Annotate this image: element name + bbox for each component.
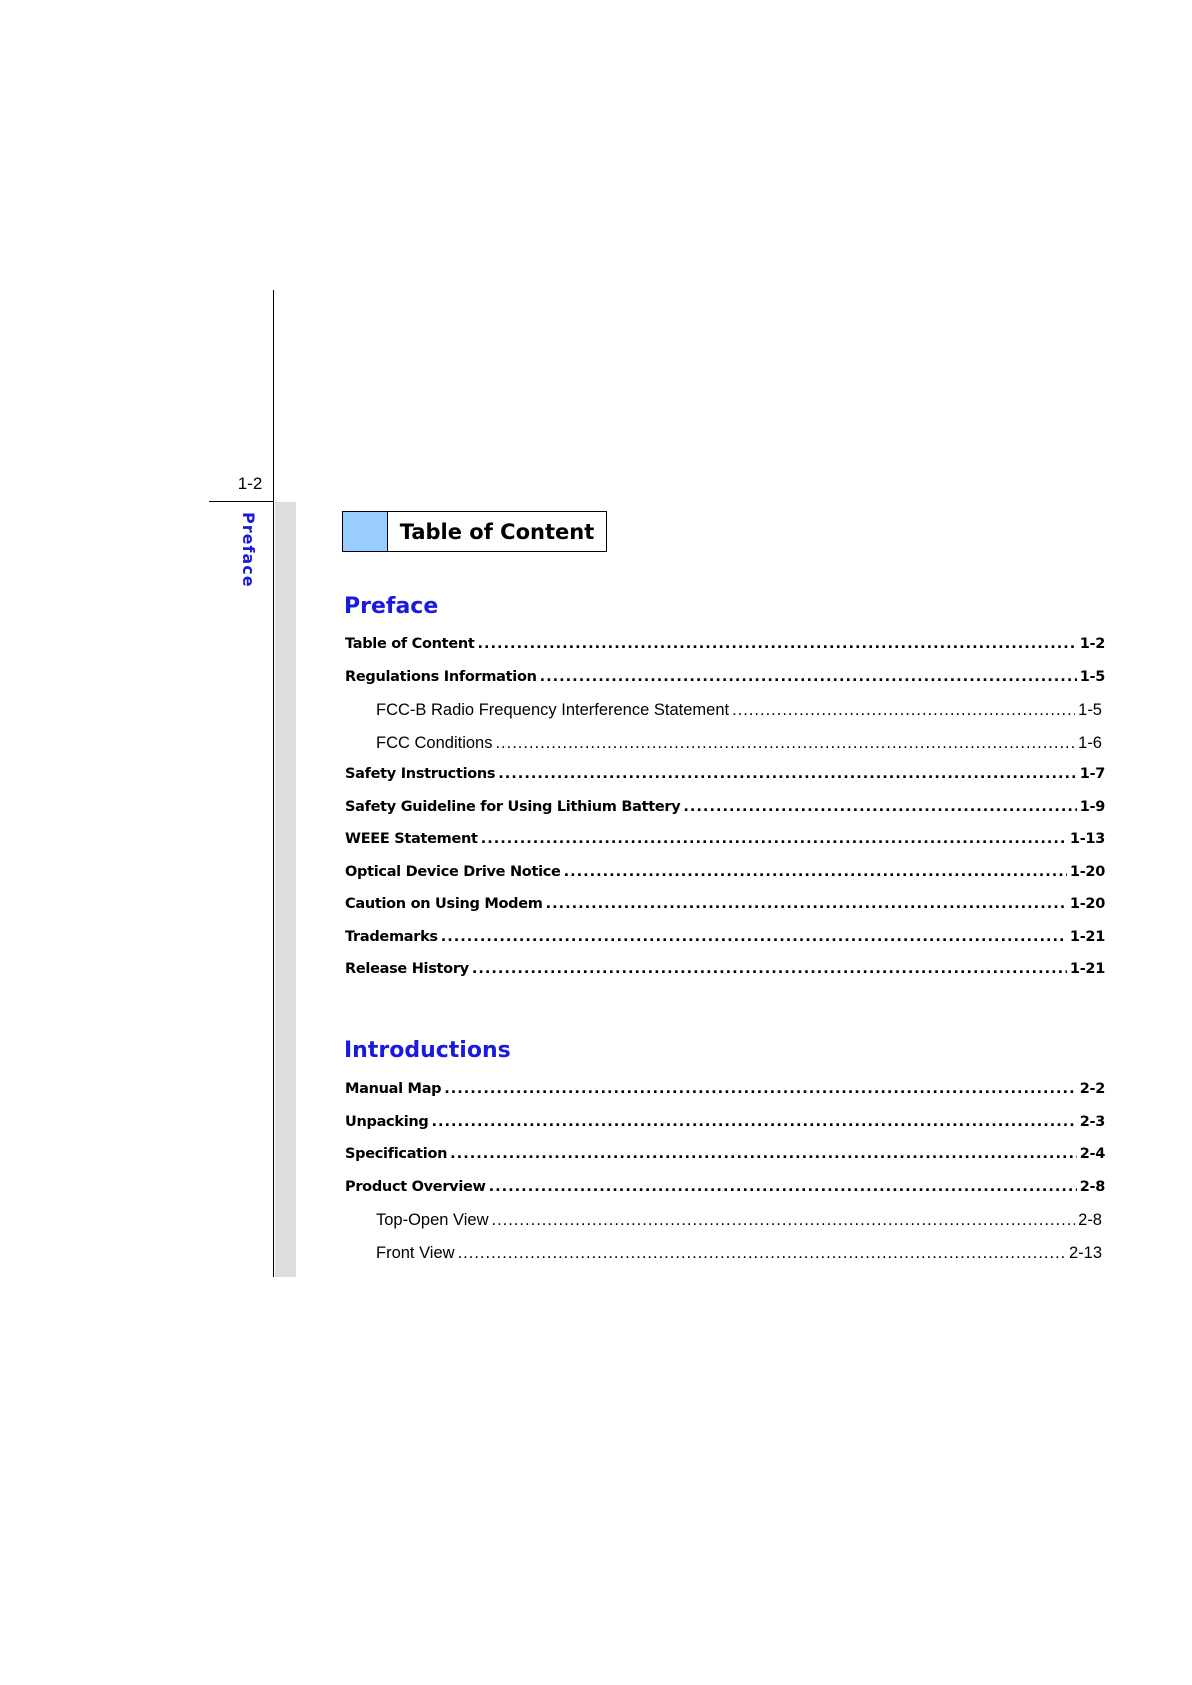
toc-leader-dots <box>444 1081 1076 1097</box>
toc-entry[interactable] <box>345 864 1105 897</box>
toc-entry-page: 1-20 <box>1069 896 1105 912</box>
toc-title: Table of Content <box>399 519 595 544</box>
toc-leader-dots <box>481 831 1067 847</box>
toc-entry-page: 1-20 <box>1069 863 1105 880</box>
toc-leader-dots <box>472 961 1067 977</box>
toc-entry-label: Safety Instructions <box>345 766 496 782</box>
toc-entry-label: Regulations Information <box>345 668 537 685</box>
section-heading-introductions: Introductions <box>344 1038 511 1063</box>
toc-entry-label: Unpacking <box>345 1113 429 1130</box>
toc-leader-dots <box>546 896 1067 912</box>
toc-entry-page: 1-5 <box>1079 668 1105 685</box>
toc-entry[interactable] <box>345 961 1105 994</box>
toc-entry[interactable] <box>345 636 1105 669</box>
toc-list-introductions <box>345 1081 1105 1276</box>
toc-entry-page: 2-4 <box>1079 1146 1105 1162</box>
toc-entry-page: 2-8 <box>1078 1211 1102 1229</box>
toc-entry-page: 2-2 <box>1079 1081 1105 1097</box>
toc-entry[interactable] <box>345 734 1102 767</box>
toc-entry[interactable] <box>345 896 1105 929</box>
toc-entry[interactable] <box>345 929 1105 962</box>
toc-leader-dots <box>458 1244 1066 1263</box>
toc-leader-dots <box>492 1211 1076 1230</box>
toc-title-box <box>342 511 607 552</box>
toc-entry-page: 1-21 <box>1069 928 1105 945</box>
toc-entry-page: 2-8 <box>1079 1178 1105 1195</box>
side-tab-label: Preface <box>239 512 258 588</box>
toc-entry-label: Top-Open View <box>376 1211 489 1229</box>
toc-entry[interactable] <box>345 1211 1102 1244</box>
toc-entry-label: Front View <box>376 1243 455 1262</box>
toc-leader-dots <box>564 864 1067 880</box>
toc-leader-dots <box>498 766 1076 782</box>
margin-rule <box>273 290 274 1277</box>
toc-entry[interactable] <box>345 831 1105 864</box>
toc-entry[interactable] <box>345 701 1102 734</box>
toc-entry-label: Optical Device Drive Notice <box>345 863 561 880</box>
toc-entry-label: Release History <box>345 961 469 977</box>
toc-entry-label: Table of Content <box>345 636 475 652</box>
toc-leader-dots <box>540 669 1077 685</box>
toc-title-swatch <box>343 512 388 551</box>
toc-leader-dots <box>431 1114 1076 1130</box>
section-heading-preface: Preface <box>344 594 439 619</box>
toc-entry-page: 1-6 <box>1078 733 1102 752</box>
toc-entry-page: 2-3 <box>1079 1113 1105 1130</box>
toc-entry-label: FCC Conditions <box>376 733 493 752</box>
toc-leader-dots <box>732 701 1075 720</box>
toc-entry[interactable] <box>345 799 1105 832</box>
toc-list-preface <box>345 636 1105 994</box>
toc-leader-dots <box>495 734 1075 753</box>
side-bar <box>275 502 296 1277</box>
toc-entry-label: Safety Guideline for Using Lithium Battery <box>345 798 681 815</box>
toc-entry-page: 1-7 <box>1079 766 1105 782</box>
toc-entry-label: WEEE Statement <box>345 831 478 847</box>
toc-entry-label: Caution on Using Modem <box>345 896 543 912</box>
toc-entry-page: 1-13 <box>1069 831 1105 847</box>
toc-entry-label: Manual Map <box>345 1081 442 1097</box>
toc-leader-dots <box>683 799 1076 815</box>
toc-entry-page: 1-5 <box>1078 701 1102 719</box>
toc-entry-label: Product Overview <box>345 1178 486 1195</box>
toc-leader-dots <box>450 1146 1077 1162</box>
toc-entry-page: 1-2 <box>1079 636 1105 652</box>
toc-entry-label: Trademarks <box>345 928 438 945</box>
toc-entry-label: Specification <box>345 1146 448 1162</box>
toc-entry[interactable] <box>345 1114 1105 1147</box>
page-number-rule <box>209 501 274 502</box>
toc-entry[interactable] <box>345 1146 1105 1179</box>
toc-entry[interactable] <box>345 766 1105 799</box>
toc-entry[interactable] <box>345 1179 1105 1212</box>
page-number: 1-2 <box>237 474 263 493</box>
toc-entry[interactable] <box>345 1244 1102 1277</box>
toc-entry[interactable] <box>345 669 1105 702</box>
toc-entry[interactable] <box>345 1081 1105 1114</box>
toc-entry-page: 1-21 <box>1069 961 1105 977</box>
toc-leader-dots <box>441 929 1067 945</box>
toc-leader-dots <box>478 636 1077 652</box>
toc-entry-page: 2-13 <box>1068 1243 1102 1262</box>
toc-entry-page: 1-9 <box>1079 798 1105 815</box>
toc-leader-dots <box>489 1179 1077 1195</box>
toc-entry-label: FCC-B Radio Frequency Interference Statement <box>376 701 730 719</box>
